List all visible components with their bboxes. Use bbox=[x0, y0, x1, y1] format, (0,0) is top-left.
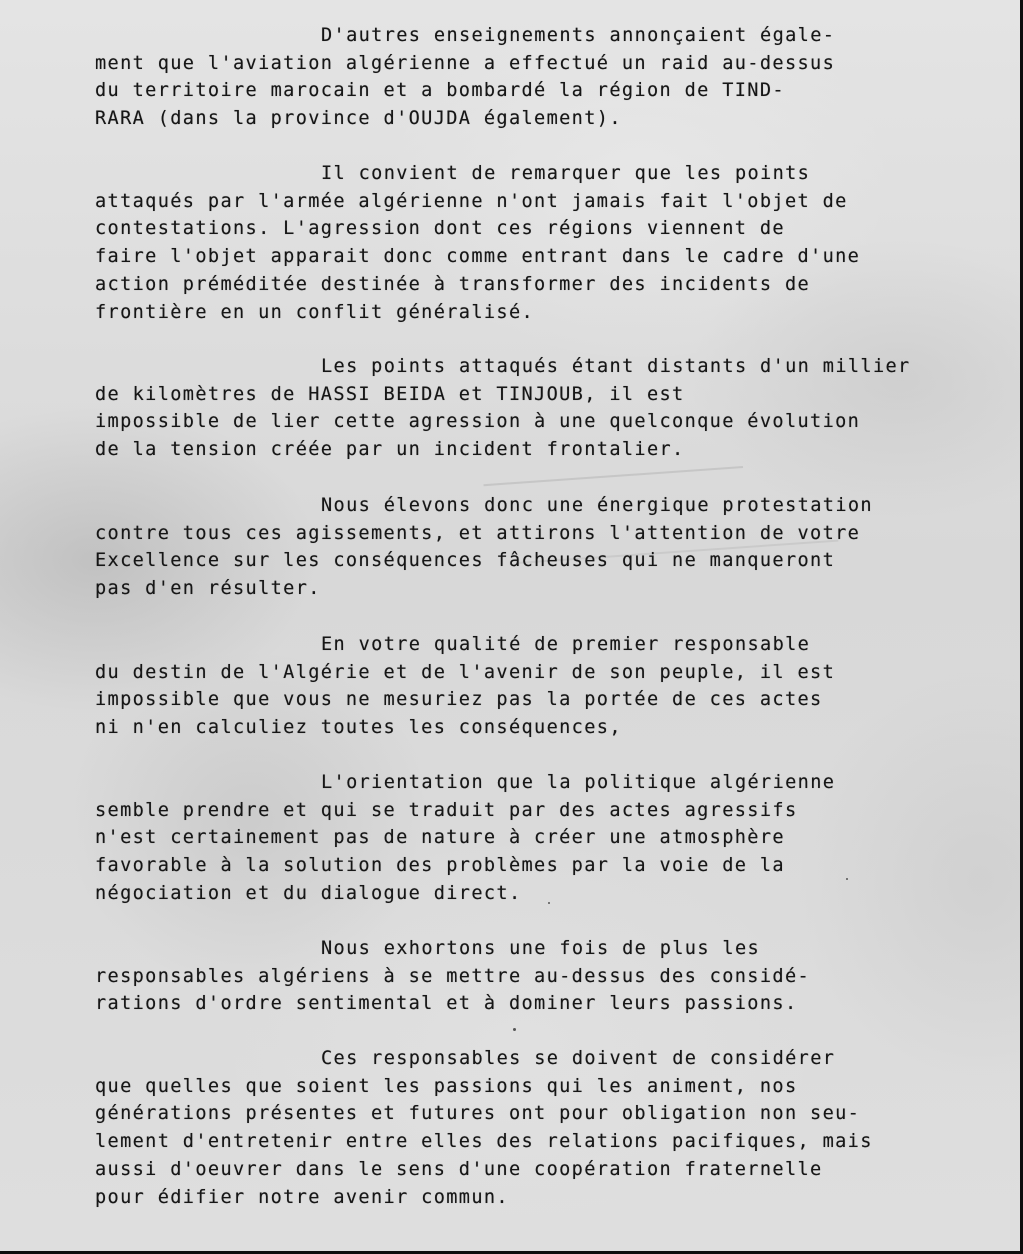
text-line: impossible de lier cette agression à une quelconque évolution bbox=[95, 411, 861, 433]
text-line: impossible que vous ne mesuriez pas la portée de ces actes bbox=[95, 689, 823, 711]
text-line: faire l'objet apparait donc comme entrant dans le cadre d'une bbox=[95, 246, 861, 268]
text-line: ment que l'aviation algérienne a effectué un raid au-dessus bbox=[95, 52, 836, 74]
text-line: n'est certainement pas de nature à créer une atmosphère bbox=[95, 827, 785, 849]
text-line: pas d'en résulter. bbox=[95, 578, 321, 600]
text-line: En votre qualité de premier responsable bbox=[321, 634, 811, 655]
paragraph-8 bbox=[95, 1045, 873, 1211]
text-line: rations d'ordre sentimental et à dominer leurs passions. bbox=[95, 993, 798, 1015]
text-line: négociation et du dialogue direct. bbox=[95, 882, 522, 904]
text-line: ni n'en calculiez toutes les conséquences, bbox=[95, 717, 622, 739]
text-line: Il convient de remarquer que les points bbox=[321, 163, 811, 184]
text-line: Nous élevons donc une énergique protestation bbox=[321, 495, 873, 516]
text-line: D'autres enseignements annonçaient égale- bbox=[321, 25, 836, 46]
text-line: action préméditée destinée à transformer des incidents de bbox=[95, 273, 811, 295]
text-line: aussi d'oeuvrer dans le sens d'une coopération fraternelle bbox=[95, 1158, 823, 1180]
text-line: frontière en un conflit généralisé. bbox=[95, 301, 535, 323]
text-line: attaqués par l'armée algérienne n'ont jamais fait l'objet de bbox=[95, 190, 848, 212]
text-line: de kilomètres de HASSI BEIDA et TINJOUB, il est bbox=[95, 383, 685, 405]
text-line: semble prendre et qui se traduit par des actes agressifs bbox=[95, 799, 798, 821]
text-line: favorable à la solution des problèmes par la voie de la bbox=[95, 855, 785, 877]
paragraph-3 bbox=[95, 353, 911, 464]
text-line: du territoire marocain et a bombardé la région de TIND- bbox=[95, 80, 785, 102]
paragraph-5 bbox=[95, 631, 835, 742]
text-line: générations présentes et futures ont pour obligation non seu- bbox=[95, 1103, 861, 1125]
text-line: RARA (dans la province d'OUJDA également). bbox=[95, 108, 622, 130]
text-line: Ces responsables se doivent de considérer bbox=[321, 1048, 836, 1069]
paragraph-1 bbox=[95, 22, 835, 133]
text-line: L'orientation que la politique algérienne bbox=[321, 772, 836, 793]
text-line: contestations. L'agression dont ces régions viennent de bbox=[95, 218, 785, 240]
paragraph-6 bbox=[95, 769, 835, 908]
text-line: Excellence sur les conséquences fâcheuses qui ne manqueront bbox=[95, 550, 836, 572]
text-line: pour édifier notre avenir commun. bbox=[95, 1186, 509, 1208]
text-line: responsables algériens à se mettre au-dessus des considé- bbox=[95, 965, 811, 987]
paragraph-2 bbox=[95, 160, 860, 326]
text-line: Nous exhortons une fois de plus les bbox=[321, 938, 761, 959]
text-line: contre tous ces agissements, et attirons l'attention de votre bbox=[95, 522, 861, 544]
text-line: Les points attaqués étant distants d'un millier bbox=[321, 356, 911, 377]
text-line: du destin de l'Algérie et de l'avenir de son peuple, il est bbox=[95, 661, 836, 683]
paragraph-7 bbox=[95, 935, 810, 1018]
text-line: lement d'entretenir entre elles des relations pacifiques, mais bbox=[95, 1131, 873, 1153]
text-line: que quelles que soient les passions qui les animent, nos bbox=[95, 1075, 798, 1097]
paragraph-4 bbox=[95, 492, 873, 603]
text-line: de la tension créée par un incident frontalier. bbox=[95, 439, 685, 461]
